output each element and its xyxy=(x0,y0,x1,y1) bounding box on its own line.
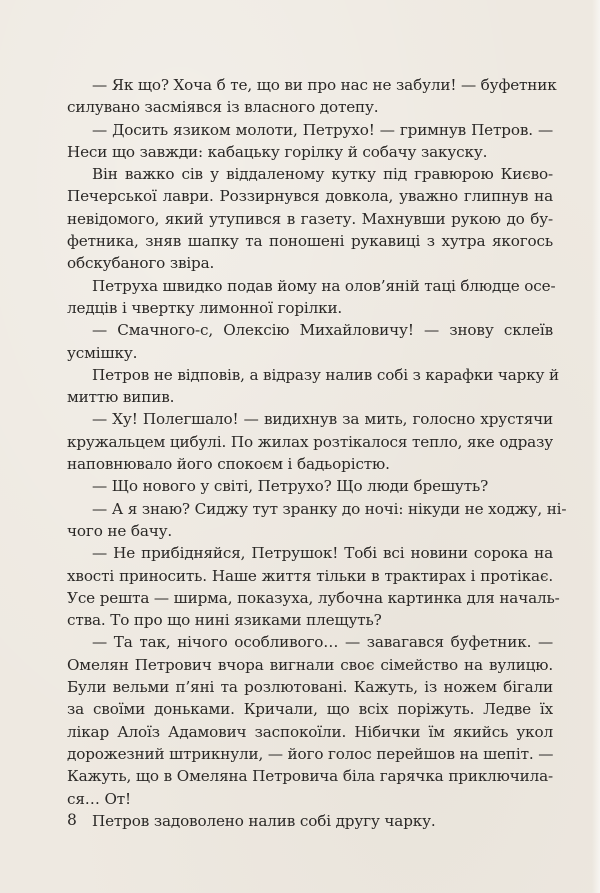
text-line: фетника, зняв шапку та поношені рукавиці з хутра якогось xyxy=(67,232,553,251)
text-line: Петруха швидко подав йому на олов’яній таці блюдце осе- xyxy=(92,276,556,295)
text-line: ства. То про що нині язиками плещуть? xyxy=(67,611,382,630)
text-line: Печерської лаври. Роззирнувся довкола, уважно глипнув на xyxy=(67,187,553,206)
text-line: ся… От! xyxy=(67,789,132,808)
text-line: наповнювало його спокоєм і бадьорістю. xyxy=(67,455,390,474)
text-line: обскубаного звіра. xyxy=(67,254,215,273)
text-line: Петров не відповів, а відразу налив собі з карафки чарку й xyxy=(92,365,559,384)
text-line: чого не бачу. xyxy=(67,521,173,540)
text-line: — Досить язиком молоти, Петрухо! — гримнув Петров. — xyxy=(92,120,553,139)
text-line: Неси що завжди: кабацьку горілку й собачу закуску. xyxy=(67,142,488,161)
page-edge xyxy=(592,0,600,893)
text-line: — А я знаю? Сиджу тут зранку до ночі: нікуди не ходжу, ні- xyxy=(92,499,567,518)
text-line: — Як що? Хоча б те, що ви про нас не забули! — буфетник xyxy=(92,76,557,94)
text-line: силувано засміявся із власного дотепу. xyxy=(67,98,379,117)
text-line: Були вельми п’яні та розлютовані. Кажуть, із ножем бігали xyxy=(67,678,553,697)
text-line: — Та так, нічого особливого… — завагався буфетник. — xyxy=(92,633,553,652)
text-line: миттю випив. xyxy=(67,388,175,407)
text-line: — Не прибідняйся, Петрушок! Тобі всі новини сорока на xyxy=(92,544,553,563)
text-line: — Ху! Полегшало! — видихнув за мить, голосно хрустячи xyxy=(92,410,553,429)
page-number: 8 xyxy=(67,811,77,829)
text-line: Омелян Петрович вчора вигнали своє сімейство на вулицю. xyxy=(67,655,553,674)
text-line: Усе решта — ширма, показуха, лубочна картинка для началь- xyxy=(67,588,560,607)
body-text xyxy=(67,74,567,832)
text-line: дорожезний штрикнули, — його голос перейшов на шепіт. — xyxy=(67,744,554,763)
text-line: — Смачного-с, Олексію Михайловичу! — знову склеїв xyxy=(92,321,553,340)
text-line: за своїми доньками. Кричали, що всіх поріжуть. Ледве їх xyxy=(67,700,553,719)
text-line: хвості приносить. Наше життя тільки в трактирах і протікає. xyxy=(67,566,553,585)
text-line: усмішку. xyxy=(67,343,138,362)
text-line: Кажуть, що в Омеляна Петровича біла гарячка приключила- xyxy=(67,767,553,786)
text-line: ледців і чвертку лимонної горілки. xyxy=(67,298,343,317)
text-line: кружальцем цибулі. По жилах розтікалося тепло, яке одразу xyxy=(67,432,553,451)
text-line: — Що нового у світі, Петрухо? Що люди брешуть? xyxy=(92,477,489,496)
text-line: Він важко сів у віддаленому кутку під гравюрою Києво- xyxy=(92,165,553,184)
text-line: Петров задоволено налив собі другу чарку. xyxy=(92,811,436,830)
text-line: лікар Алоїз Адамович заспокоїли. Нібички їм якийсь укол xyxy=(67,722,553,741)
text-line: невідомого, який утупився в газету. Махнувши рукою до бу- xyxy=(67,209,553,228)
